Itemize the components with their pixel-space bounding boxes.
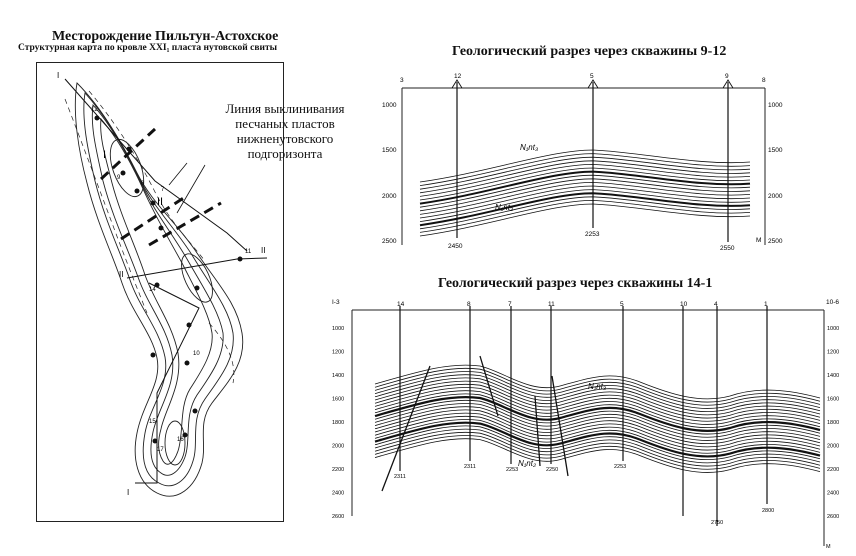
stratum-line [420,150,750,182]
section-2-well-label: 10 [680,301,688,308]
dashed-contour-3 [209,323,234,383]
section-2-drawing [330,296,856,554]
section-2-well-label: 14 [397,301,405,308]
well-label: 16 [177,437,184,443]
zone-label-2: II [157,196,164,208]
formation-label: N₁nt₃ [588,382,607,391]
depth-tick: 1500 [768,147,783,154]
dashed-contour-2 [65,99,147,313]
depth-tick: 2500 [768,238,783,245]
section-1-end-label: 3 [400,77,404,84]
section-2-well-label: 8 [467,301,471,308]
formation-label: N₁nt₂ [518,459,537,468]
depth-tick: 1000 [382,102,397,109]
depth-tick: 2600 [827,514,840,520]
section-1-bottom-label: 2450 [448,243,463,250]
depth-tick: 1800 [332,420,345,426]
well-dot [95,116,100,121]
depth-tick: 2200 [827,467,840,473]
depth-tick: 1000 [768,102,783,109]
section-2-well-label: 5 [620,301,624,308]
depth-tick: 2500 [382,238,397,245]
section-2-end-label: 10-6 [826,299,840,306]
depth-tick: 2200 [332,467,345,473]
fault-3 [149,203,221,245]
depth-tick: 1400 [332,373,345,379]
depth-unit: М [756,237,762,244]
formation-label: N₁nt₂ [495,203,514,212]
section-2-end-label: I-3 [332,299,340,306]
well-dot [159,226,164,231]
profile-end-label: I [127,488,130,497]
section-2-bottom-label: 2311 [464,464,476,470]
profile-end-label: II [119,270,124,279]
depth-tick: 2000 [827,443,840,450]
section-1-well-label: 5 [590,73,594,80]
depth-tick: 2400 [332,490,345,497]
section-2-bottom-label: 2800 [762,508,775,514]
zone-label-1: I [103,149,107,161]
contour-dome-2 [175,249,219,306]
well-dot [195,286,200,291]
section-2-bottom-label: 2250 [546,467,559,473]
well-dot [193,409,198,414]
well-label: 12 [91,107,98,113]
profile-end-label: II [261,246,266,255]
well-dot [151,353,156,358]
stratum-line [420,154,750,186]
section-2-title: Геологический разрез через скважины 14-1 [438,276,713,291]
depth-tick: 1600 [332,396,345,403]
well-label: 9 [117,175,121,181]
depth-tick: 1500 [382,147,397,154]
profile-line-2 [127,258,267,278]
well-label: 14 [149,287,156,293]
well-label: 11 [245,249,252,255]
section-2-well-label: 4 [714,301,718,308]
depth-tick: 2000 [332,443,345,450]
profile-end-label: I [57,71,60,80]
depth-tick: 2000 [382,193,397,200]
well-label: 10 [193,351,200,357]
depth-tick: 1400 [827,373,840,379]
section-1-well-label: 9 [725,73,729,80]
profile-line-3 [135,283,199,483]
section-2-bottom-label: 2311 [394,474,406,480]
well-dot [153,439,158,444]
section-2-bottom-label: 2750 [711,520,724,526]
well-dot [135,189,140,194]
depth-unit: М [826,544,831,550]
depth-tick: 1000 [827,326,840,332]
callout-arrow-1 [169,163,187,185]
depth-tick: 1200 [827,349,840,356]
callout-arrow-2 [177,165,205,213]
depth-tick: 1200 [332,349,345,356]
well-dot [185,361,190,366]
section-1-bottom-label: 2253 [585,231,600,238]
map-title: Месторождение Пильтун-Астохское [52,29,279,44]
section-2-bottom-label: 2253 [506,467,519,473]
depth-tick: 1000 [332,326,345,332]
map-subtitle: Структурная карта по кровле XXI₁ пласта нутовской свиты [18,43,278,53]
well-dot [121,171,126,176]
section-1-title: Геологический разрез через скважины 9-12 [452,44,727,59]
section-2-bottom-label: 2253 [614,464,627,470]
depth-tick: 1600 [827,396,840,403]
depth-tick: 2400 [827,490,840,497]
well-label: 15 [149,419,156,425]
well-dot [187,323,192,328]
section-2-well-label: 7 [508,301,512,308]
section-1-end-label: 8 [762,77,766,84]
section-2-well-label: 11 [548,301,555,308]
well-label: 17 [157,447,164,453]
depth-tick: 1800 [827,420,840,426]
well-dot [238,257,243,262]
section-1-drawing [380,70,783,255]
section-1-bottom-label: 2550 [720,245,735,252]
depth-tick: 2600 [332,514,345,520]
section-1-well-label: 12 [454,73,462,80]
section-2-well-label: 1 [764,301,768,308]
pinchout-callout: Линия выклинивания песчаных пластов нижненутовского подгоризонта [225,101,345,161]
depth-tick: 2000 [768,193,783,200]
formation-label: N₁nt₃ [520,143,539,152]
well-dot [151,201,156,206]
well-label: 7 [161,187,165,193]
well-dot [127,147,132,152]
well-label: 8 [141,181,145,187]
